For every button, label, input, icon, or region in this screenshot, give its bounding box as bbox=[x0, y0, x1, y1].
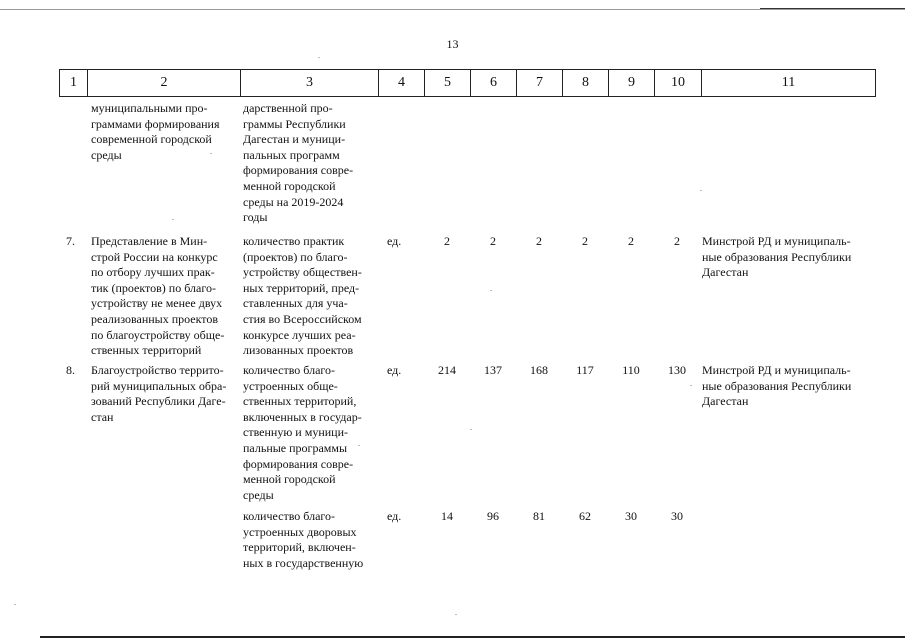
header-col-2: 2 bbox=[88, 70, 241, 96]
header-col-1: 1 bbox=[60, 70, 88, 96]
text-line: стан bbox=[91, 409, 114, 424]
text-line: менной городской bbox=[243, 472, 336, 487]
header-col-11: 11 bbox=[781, 75, 796, 90]
row-8-indicator-2-col10: 30 bbox=[671, 509, 683, 523]
text-line: Дагестан bbox=[702, 394, 749, 409]
row-8-indicator-2-col9: 30 bbox=[625, 509, 637, 523]
header-col-3: 3 bbox=[241, 70, 379, 96]
scan-speck bbox=[470, 429, 472, 430]
scan-speck bbox=[210, 153, 212, 154]
text-line: зований Республики Даге- bbox=[91, 394, 226, 409]
row-8-indicator-2-cell bbox=[243, 509, 383, 571]
text-line: среды bbox=[243, 487, 274, 502]
row-8-indicator-1-col10: 130 bbox=[668, 363, 686, 377]
row-8-number: 8. bbox=[66, 363, 75, 377]
row-7-value-col5: 2 bbox=[444, 234, 450, 248]
text-line: строй России на конкурс bbox=[91, 249, 218, 264]
text-line: лизованных проектов bbox=[243, 343, 354, 358]
text-line: Дагестан и муници- bbox=[243, 132, 346, 147]
text-line: Благоустройство террито- bbox=[91, 363, 224, 377]
text-line: ственных территорий bbox=[91, 343, 202, 358]
text-line: пальные программы bbox=[243, 440, 348, 455]
text-line: ные образования Республики bbox=[702, 249, 852, 264]
row-8-event-cell bbox=[91, 363, 241, 425]
text-line: муниципальными про- bbox=[91, 101, 208, 115]
scan-speck bbox=[358, 445, 360, 446]
text-line: тик (проектов) по благо- bbox=[91, 280, 216, 295]
text-line: количество благо- bbox=[243, 363, 336, 377]
table-header bbox=[59, 69, 876, 97]
row-7-unit: ед. bbox=[387, 234, 402, 248]
row-8-indicator-2-col5: 14 bbox=[441, 509, 453, 523]
text-line: формирования совре- bbox=[243, 456, 354, 471]
text-line: стия во Всероссийском bbox=[243, 311, 362, 326]
row-8-indicator-1-col9: 110 bbox=[622, 363, 640, 377]
text-line: по благоустройству обще- bbox=[91, 327, 225, 342]
text-line: Дагестан bbox=[702, 265, 749, 280]
text-line: граммы Республики bbox=[243, 116, 346, 131]
text-line: Минстрой РД и муниципаль- bbox=[702, 234, 851, 248]
header-col-5: 5 bbox=[425, 70, 471, 96]
text-line: формирования совре- bbox=[243, 163, 354, 178]
scan-speck bbox=[172, 219, 174, 220]
row-7-value-col10: 2 bbox=[674, 234, 680, 248]
scan-speck bbox=[455, 614, 457, 615]
text-line: устройству обществен- bbox=[243, 265, 362, 280]
text-line: граммами формирования bbox=[91, 116, 220, 131]
text-line: ственную и муници- bbox=[243, 425, 348, 440]
text-line: среды bbox=[91, 147, 122, 162]
text-line: пальных программ bbox=[243, 147, 340, 162]
row-7-event-cell bbox=[91, 234, 241, 359]
text-line: ные образования Республики bbox=[702, 378, 852, 393]
row-8-indicator-2-col6: 96 bbox=[487, 509, 499, 523]
scan-edge-bottom bbox=[40, 636, 905, 638]
header-col-6: 6 bbox=[471, 70, 517, 96]
text-line: дарственной про- bbox=[243, 101, 333, 115]
text-line: среды на 2019-2024 bbox=[243, 194, 344, 209]
header-col-7: 7 bbox=[517, 70, 563, 96]
text-line: по отбору лучших прак- bbox=[91, 265, 215, 280]
header-col-4: 4 bbox=[379, 70, 425, 96]
text-line: устроенных обще- bbox=[243, 378, 338, 393]
scan-speck bbox=[318, 57, 320, 58]
text-line: конкурсе лучших реа- bbox=[243, 327, 356, 342]
row-8-responsible-cell bbox=[702, 363, 874, 410]
row-8-indicator-2-unit: ед. bbox=[387, 509, 402, 523]
row-7-value-col8: 2 bbox=[582, 234, 588, 248]
text-line: ственных территорий, bbox=[243, 394, 357, 409]
scan-speck bbox=[690, 385, 692, 386]
header-col-10: 10 bbox=[655, 70, 702, 96]
text-line: территорий, включен- bbox=[243, 540, 356, 555]
row-8-indicator-2-col7: 81 bbox=[533, 509, 545, 523]
scan-edge-top bbox=[0, 9, 905, 10]
text-line: включенных в государ- bbox=[243, 409, 362, 424]
scan-edge-top-dark bbox=[760, 8, 905, 9]
row-8-indicator-1-cell bbox=[243, 363, 383, 503]
row-7-indicator-cell bbox=[243, 234, 383, 359]
text-line: Минстрой РД и муниципаль- bbox=[702, 363, 851, 377]
page-number: 13 bbox=[446, 37, 459, 51]
text-line: ных в государственную bbox=[243, 555, 364, 570]
scan-speck bbox=[14, 604, 16, 605]
header-col-8: 8 bbox=[563, 70, 609, 96]
row-7-value-col9: 2 bbox=[628, 234, 634, 248]
row-7-value-col7: 2 bbox=[536, 234, 542, 248]
text-line: Представление в Мин- bbox=[91, 234, 208, 248]
continuation-event-cell bbox=[91, 101, 241, 163]
row-8-indicator-1-col7: 168 bbox=[530, 363, 548, 377]
header-col-9: 9 bbox=[609, 70, 655, 96]
row-8-indicator-1-unit: ед. bbox=[387, 363, 402, 377]
row-7-value-col6: 2 bbox=[490, 234, 496, 248]
text-line: менной городской bbox=[243, 178, 336, 193]
text-line: рий муниципальных обра- bbox=[91, 378, 227, 393]
row-8-indicator-1-col5: 214 bbox=[438, 363, 456, 377]
row-7-responsible-cell bbox=[702, 234, 874, 281]
row-8-indicator-2-col8: 62 bbox=[579, 509, 591, 523]
continuation-indicator-cell bbox=[243, 101, 383, 226]
text-line: современной городской bbox=[91, 132, 212, 147]
scan-speck bbox=[490, 290, 492, 291]
text-line: устроенных дворовых bbox=[243, 524, 357, 539]
row-8-indicator-1-col8: 117 bbox=[576, 363, 594, 377]
row-7-number: 7. bbox=[66, 234, 75, 248]
text-line: (проектов) по благо- bbox=[243, 249, 348, 264]
text-line: реализованных проектов bbox=[91, 311, 219, 326]
text-line: количество благо- bbox=[243, 509, 336, 523]
scan-speck bbox=[700, 190, 702, 191]
text-line: количество практик bbox=[243, 234, 345, 248]
text-line: годы bbox=[243, 210, 268, 225]
text-line: ных территорий, пред- bbox=[243, 280, 360, 295]
text-line: устройству не менее двух bbox=[91, 296, 223, 311]
text-line: ставленных для уча- bbox=[243, 296, 348, 311]
row-8-indicator-1-col6: 137 bbox=[484, 363, 502, 377]
